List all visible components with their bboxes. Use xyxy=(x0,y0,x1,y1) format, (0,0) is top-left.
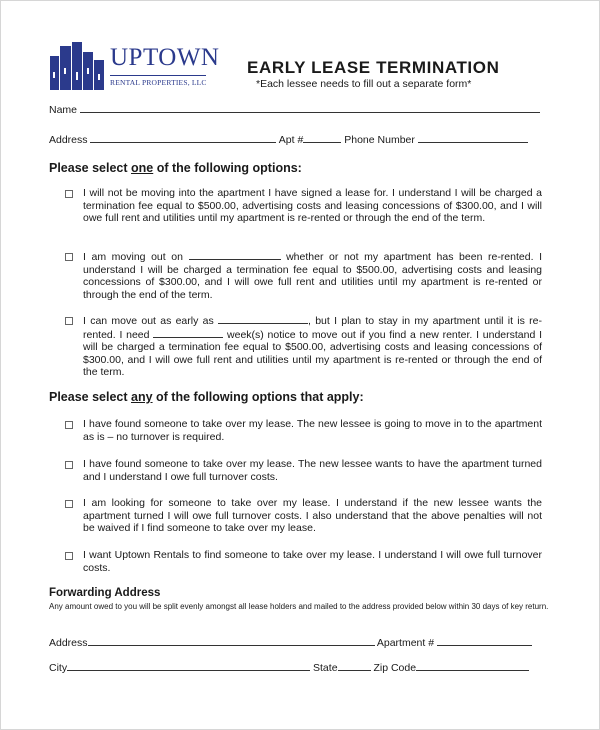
earliest-date-field[interactable] xyxy=(218,314,308,324)
name-field[interactable] xyxy=(80,103,540,113)
checkbox[interactable] xyxy=(65,253,73,261)
logo-name: UPTOWN xyxy=(110,44,220,71)
option-moving-out-on: I am moving out on whether or not my apartment has been re-rented. I understand I will be charged a termination fee equal to $500.00, advertising costs and leasing concessions of $300.00, and I will owe full rent and utilities until my apartment is re-rented or through the end of the term. xyxy=(65,250,542,301)
checkbox[interactable] xyxy=(65,317,73,325)
address-label: Address xyxy=(49,134,88,146)
zip-label: Zip Code xyxy=(373,662,417,674)
name-label: Name xyxy=(49,104,78,116)
section2-heading: Please select any of the following options that apply: xyxy=(49,390,364,404)
checkbox[interactable] xyxy=(65,421,73,429)
form-title: EARLY LEASE TERMINATION xyxy=(247,58,500,77)
move-out-date-field[interactable] xyxy=(189,250,281,260)
company-logo xyxy=(50,42,220,92)
name-row xyxy=(49,103,540,116)
form-subtitle: *Each lessee needs to fill out a separate form* xyxy=(256,78,472,90)
forwarding-city-row xyxy=(49,661,529,674)
state-field[interactable] xyxy=(338,661,371,671)
forwarding-address-row xyxy=(49,636,532,649)
checkbox[interactable] xyxy=(65,552,73,560)
phone-label: Phone Number xyxy=(344,134,415,146)
notice-weeks-field[interactable] xyxy=(153,328,223,338)
checkbox[interactable] xyxy=(65,461,73,469)
section2-emphasis: any xyxy=(131,390,153,404)
city-field[interactable] xyxy=(67,661,310,671)
option-not-moving-in: I will not be moving into the apartment I have signed a lease for. I understand I will be charged a termination fee equal to $500.00, advertising costs and leasing concessions of $300.00, and I will owe full rent and utilities until my apartment is re-rented or through the end of the term. xyxy=(65,187,542,225)
city-label: City xyxy=(49,662,68,674)
logo-subtitle: RENTAL PROPERTIES, LLC xyxy=(110,78,207,87)
forwarding-apartment-field[interactable] xyxy=(437,636,532,646)
section1-heading: Please select one of the following options: xyxy=(49,161,302,175)
apt-field[interactable] xyxy=(303,133,341,143)
option-uptown-find: I want Uptown Rentals to find someone to take over my lease. I understand I will owe full turnover costs. xyxy=(65,549,542,574)
option-looking: I am looking for someone to take over my lease. I understand if the new lessee wants the apartment turned I will owe full turnover costs. I also understand that the above penalties will not be waived if I find someone to take over my lease. xyxy=(65,497,542,535)
forwarding-heading: Forwarding Address xyxy=(49,587,161,599)
forwarding-address-label: Address xyxy=(49,637,88,649)
section1-emphasis: one xyxy=(131,161,154,175)
address-field[interactable] xyxy=(90,133,276,143)
checkbox[interactable] xyxy=(65,500,73,508)
apt-label: Apt # xyxy=(278,134,304,146)
logo-divider xyxy=(110,75,206,76)
checkbox[interactable] xyxy=(65,190,73,198)
forwarding-note: Any amount owed to you will be split evenly amongst all lease holders and mailed to the address provided below within 30 days of key return. xyxy=(49,602,549,611)
buildings-icon xyxy=(50,42,106,90)
zip-field[interactable] xyxy=(416,661,529,671)
option-found-as-is: I have found someone to take over my lease. The new lessee is going to move in to the apartment as is – no turnover is required. xyxy=(65,418,542,443)
state-label: State xyxy=(313,662,338,674)
forwarding-address-field[interactable] xyxy=(88,636,375,646)
address-row xyxy=(49,133,528,146)
option-move-out-early: I can move out as early as , but I plan to stay in my apartment until it is re-rented. I need week(s) notice to move out if you find a new renter. I understand I will be charged a termination fee equal to $500.00, advertising costs and leasing concessions of $300.00, and I will owe full rent and utilities until my apartment is re-rented or through the end of the term. xyxy=(65,314,542,379)
option-found-turned: I have found someone to take over my lease. The new lessee wants to have the apartment turned and I understand I owe full turnover costs. xyxy=(65,458,542,483)
forwarding-apartment-label: Apartment # xyxy=(376,637,435,649)
phone-field[interactable] xyxy=(418,133,528,143)
